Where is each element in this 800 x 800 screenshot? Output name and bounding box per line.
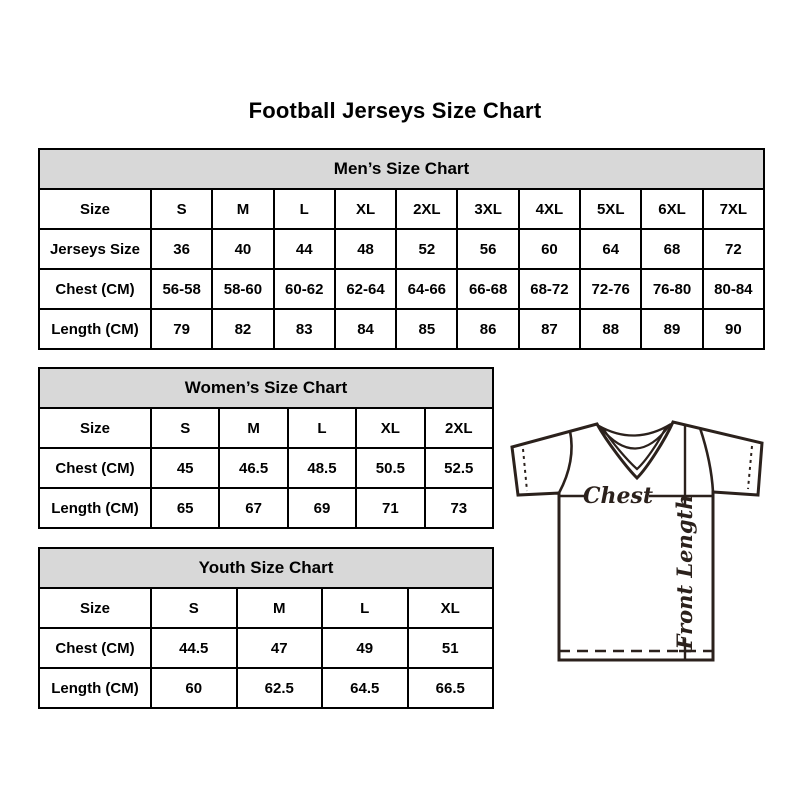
table-row <box>39 309 764 349</box>
table-row <box>39 628 493 668</box>
size-value-cell: 72 <box>703 229 764 269</box>
youth-table-title: Youth Size Chart <box>39 548 493 588</box>
jersey-measurement-diagram <box>505 412 771 668</box>
row-label: Size <box>39 189 151 229</box>
size-value-cell: S <box>151 189 212 229</box>
size-value-cell: 79 <box>151 309 212 349</box>
size-value-cell: 48.5 <box>288 448 356 488</box>
table-row <box>39 448 493 488</box>
womens-size-table <box>38 367 494 529</box>
size-value-cell: 82 <box>212 309 273 349</box>
table-header-row <box>39 548 493 588</box>
row-label: Chest (CM) <box>39 448 151 488</box>
size-value-cell: 4XL <box>519 189 580 229</box>
jersey-body-outline <box>512 422 762 660</box>
table-row <box>39 588 493 628</box>
row-label: Size <box>39 588 151 628</box>
table-row <box>39 488 493 528</box>
size-value-cell: 76-80 <box>641 269 702 309</box>
size-value-cell: 44 <box>274 229 335 269</box>
page-title: Football Jerseys Size Chart <box>248 98 542 123</box>
size-value-cell: 72-76 <box>580 269 641 309</box>
size-value-cell: 90 <box>703 309 764 349</box>
size-value-cell: 2XL <box>396 189 457 229</box>
size-value-cell: 68 <box>641 229 702 269</box>
table-row <box>39 269 764 309</box>
left-cuff-stitch-line <box>523 449 527 491</box>
front-length-label: Front Length <box>672 494 697 650</box>
size-value-cell: 68-72 <box>519 269 580 309</box>
size-value-cell: 71 <box>356 488 424 528</box>
size-value-cell: 62.5 <box>237 668 323 708</box>
size-value-cell: 51 <box>408 628 494 668</box>
size-value-cell: L <box>322 588 408 628</box>
size-value-cell: 40 <box>212 229 273 269</box>
size-value-cell: 89 <box>641 309 702 349</box>
size-value-cell: 88 <box>580 309 641 349</box>
size-value-cell: 49 <box>322 628 408 668</box>
size-value-cell: L <box>288 408 356 448</box>
size-value-cell: 66-68 <box>457 269 518 309</box>
size-value-cell: 47 <box>237 628 323 668</box>
size-value-cell: 3XL <box>457 189 518 229</box>
row-label: Chest (CM) <box>39 628 151 668</box>
row-label: Length (CM) <box>39 309 151 349</box>
table-row <box>39 189 764 229</box>
size-value-cell: 36 <box>151 229 212 269</box>
table-row <box>39 408 493 448</box>
size-value-cell: 83 <box>274 309 335 349</box>
row-label: Length (CM) <box>39 488 151 528</box>
size-value-cell: XL <box>408 588 494 628</box>
row-label: Chest (CM) <box>39 269 151 309</box>
size-value-cell: XL <box>335 189 396 229</box>
chest-label: Chest <box>582 483 654 509</box>
size-value-cell: 62-64 <box>335 269 396 309</box>
size-value-cell: M <box>237 588 323 628</box>
left-sleeve-seam <box>559 431 572 493</box>
size-value-cell: 45 <box>151 448 219 488</box>
size-value-cell: 52 <box>396 229 457 269</box>
size-value-cell: M <box>212 189 273 229</box>
size-value-cell: 44.5 <box>151 628 237 668</box>
size-value-cell: S <box>151 408 219 448</box>
womens-table-title: Women’s Size Chart <box>39 368 493 408</box>
size-value-cell: 65 <box>151 488 219 528</box>
mens-size-table <box>38 148 765 350</box>
size-value-cell: 48 <box>335 229 396 269</box>
collar-back-arc-upper <box>599 424 671 436</box>
size-value-cell: 46.5 <box>219 448 287 488</box>
youth-size-table <box>38 547 494 709</box>
size-value-cell: 60 <box>519 229 580 269</box>
size-value-cell: 60-62 <box>274 269 335 309</box>
size-value-cell: S <box>151 588 237 628</box>
table-header-row <box>39 368 493 408</box>
size-value-cell: 66.5 <box>408 668 494 708</box>
size-value-cell: 50.5 <box>356 448 424 488</box>
size-value-cell: 56-58 <box>151 269 212 309</box>
size-value-cell: 84 <box>335 309 396 349</box>
size-value-cell: 64.5 <box>322 668 408 708</box>
size-value-cell: 64 <box>580 229 641 269</box>
row-label: Size <box>39 408 151 448</box>
size-value-cell: M <box>219 408 287 448</box>
jersey-outline-drawing <box>505 412 771 668</box>
size-value-cell: 87 <box>519 309 580 349</box>
size-value-cell: 7XL <box>703 189 764 229</box>
size-value-cell: 69 <box>288 488 356 528</box>
size-value-cell: XL <box>356 408 424 448</box>
mens-table-title: Men’s Size Chart <box>39 149 764 189</box>
size-value-cell: 60 <box>151 668 237 708</box>
row-label: Jerseys Size <box>39 229 151 269</box>
size-value-cell: 80-84 <box>703 269 764 309</box>
table-row <box>39 668 493 708</box>
size-value-cell: 52.5 <box>425 448 493 488</box>
right-sleeve-seam <box>700 428 713 492</box>
size-value-cell: 86 <box>457 309 518 349</box>
size-value-cell: 73 <box>425 488 493 528</box>
size-value-cell: 56 <box>457 229 518 269</box>
table-row <box>39 229 764 269</box>
size-value-cell: 85 <box>396 309 457 349</box>
table-header-row <box>39 149 764 189</box>
right-cuff-stitch-line <box>748 446 752 489</box>
size-value-cell: 2XL <box>425 408 493 448</box>
size-value-cell: L <box>274 189 335 229</box>
size-value-cell: 67 <box>219 488 287 528</box>
size-value-cell: 64-66 <box>396 269 457 309</box>
size-value-cell: 5XL <box>580 189 641 229</box>
row-label: Length (CM) <box>39 668 151 708</box>
size-value-cell: 6XL <box>641 189 702 229</box>
size-value-cell: 58-60 <box>212 269 273 309</box>
